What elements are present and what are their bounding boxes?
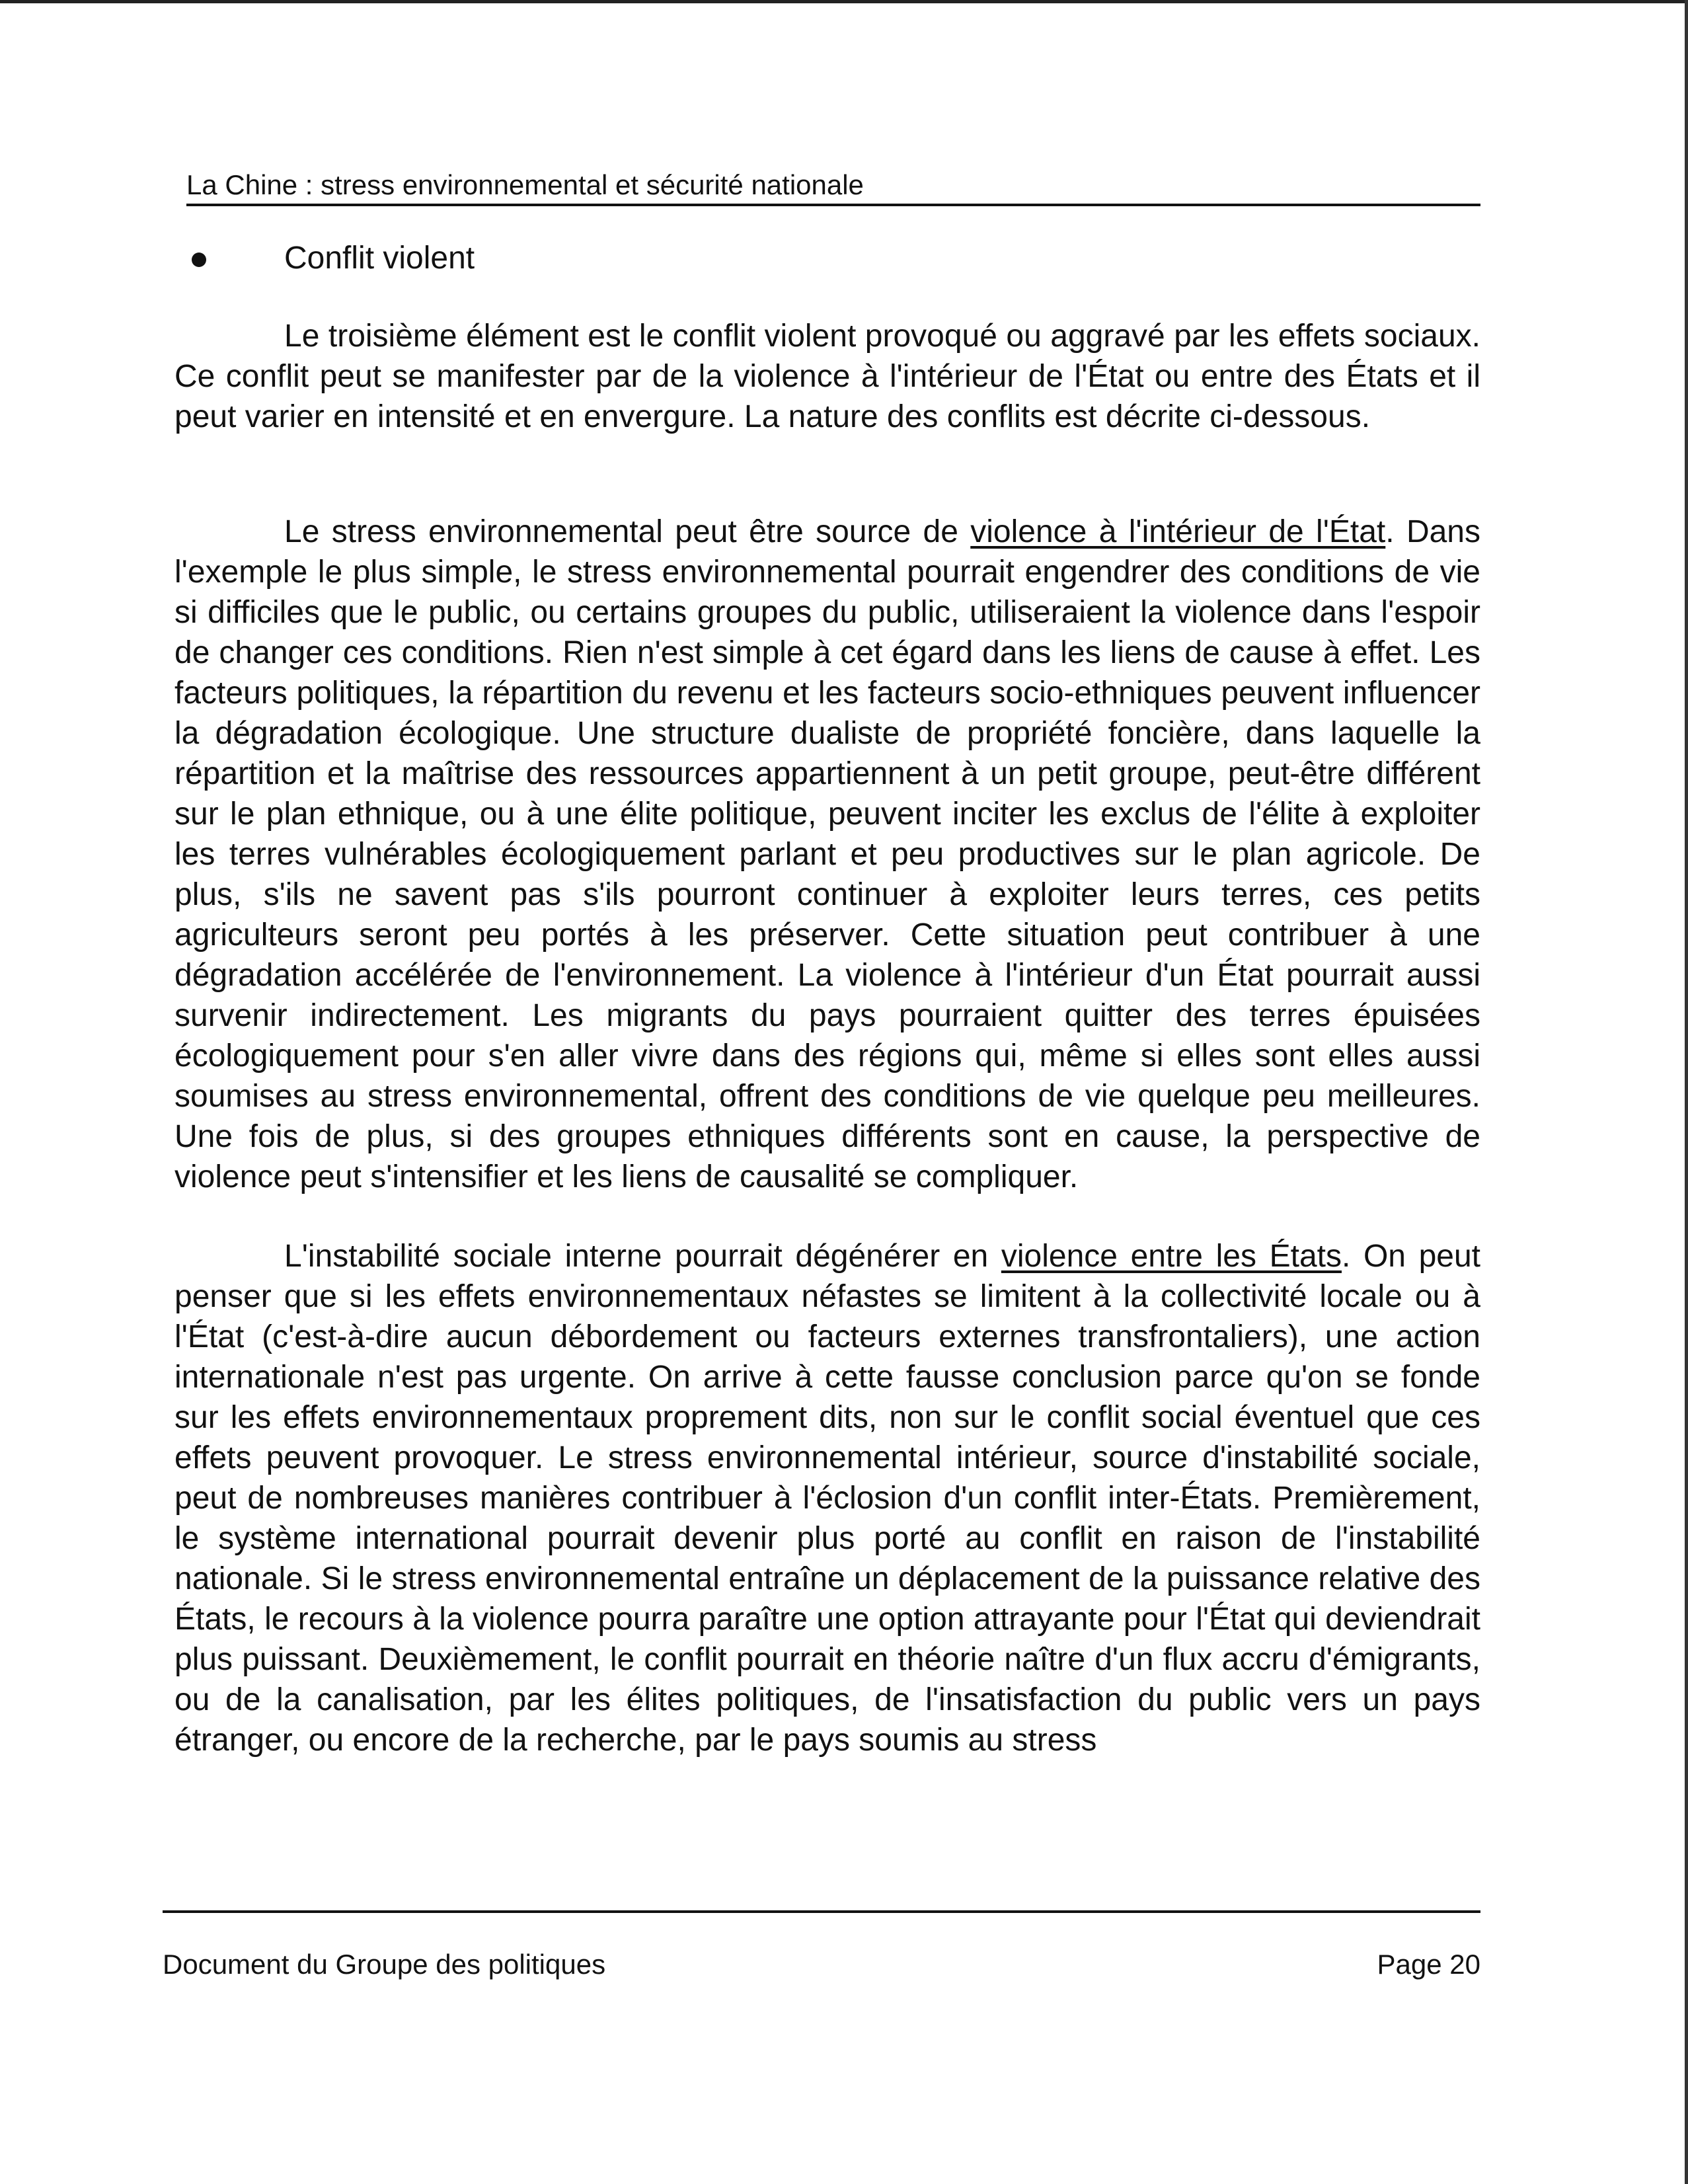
paragraph-3-text [174, 1236, 1480, 1760]
footer-document-title: Document du Groupe des politiques [163, 1949, 606, 1980]
paragraph-2-start: Le stress environnemental peut être source de [284, 514, 971, 549]
page-number: Page 20 [1377, 1949, 1480, 1980]
paragraph-3-start: L'instabilité sociale interne pourrait dégénérer en [284, 1239, 1001, 1274]
running-header: La Chine : stress environnemental et sécurité nationale [186, 169, 864, 200]
bullet-icon [192, 253, 206, 267]
header-rule [186, 204, 1480, 206]
scan-top-edge [0, 0, 1688, 3]
scan-right-edge [1685, 0, 1688, 2184]
paragraph-3 [174, 1236, 1480, 1760]
paragraph-1-text: Le troisième élément est le conflit violent provoqué ou aggravé par les effets sociaux. Ce conflit peut se manifester par de la violence à l'intérieur de l'État ou entre des États et il peut varier en intensité et en envergure. La nature des conflits est décrite ci-dessous. [174, 319, 1480, 434]
paragraph-3-rest: . On peut penser que si les effets environnementaux néfastes se limitent à la collectivité locale ou à l'État (c'est-à-dire aucun débordement ou facteurs externes transfrontaliers), une action internationale n'est pas urgente. On arrive à cette fausse conclusion parce qu'on se fonde sur les effets environnementaux proprement dits, non sur le conflit social éventuel que ces effets peuvent provoquer. Le stress environnemental intérieur, source d'instabilité sociale, peut de nombreuses manières contribuer à l'éclosion d'un conflit inter-États. Premièrement, le système international pourrait devenir plus porté au conflit en raison de l'instabilité nationale. Si le stress environnemental entraîne un déplacement de la puissance relative des États, le recours à la violence pourra paraître une option attrayante pour l'État qui deviendrait plus puissant. Deuxièmement, le conflit pourrait en théorie naître d'un flux accru d'émigrants, ou de la canalisation, par les élites politiques, de l'insatisfaction du public vers un pays étranger, ou encore de la recherche, par le pays soumis au stress [174, 1239, 1481, 1758]
paragraph-2 [174, 512, 1480, 1197]
underlined-term-internal-violence: violence à l'intérieur de l'État [970, 514, 1386, 549]
paragraph-1 [174, 316, 1480, 437]
paragraph-2-text [174, 512, 1480, 1197]
footer-rule [163, 1910, 1480, 1913]
section-heading-text: Conflit violent [284, 241, 475, 276]
section-heading [186, 239, 475, 278]
paragraph-2-rest: . Dans l'exemple le plus simple, le stress environnemental pourrait engendrer des conditions de vie si difficiles que le public, ou certains groupes du public, utiliseraient la violence dans l'espoir de changer ces conditions. Rien n'est simple à cet égard dans les liens de cause à effet. Les facteurs politiques, la répartition du revenu et les facteurs socio-ethniques peuvent influencer la dégradation écologique. Une structure dualiste de propriété foncière, dans laquelle la répartition et la maîtrise des ressources appartiennent à un petit groupe, peut-être différent sur le plan ethnique, ou à une élite politique, peuvent inciter les exclus de l'élite à exploiter les terres vulnérables écologiquement parlant et peu productives sur le plan agricole. De plus, s'ils ne savent pas s'ils pourront continuer à exploiter leurs terres, ces petits agriculteurs seront peu portés à les préserver. Cette situation peut contribuer à une dégradation accélérée de l'environnement. La violence à l'intérieur d'un État pourrait aussi survenir indirectement. Les migrants du pays pourraient quitter des terres épuisées écologiquement pour s'en aller vivre dans des régions qui, même si elles sont elles aussi soumises au stress environnemental, offrent des conditions de vie quelque peu meilleures. Une fois de plus, si des groupes ethniques différents sont en cause, la perspective de violence peut s'intensifier et les liens de causalité se compliquer. [174, 514, 1480, 1194]
underlined-term-interstate-violence: violence entre les États [1001, 1239, 1342, 1274]
